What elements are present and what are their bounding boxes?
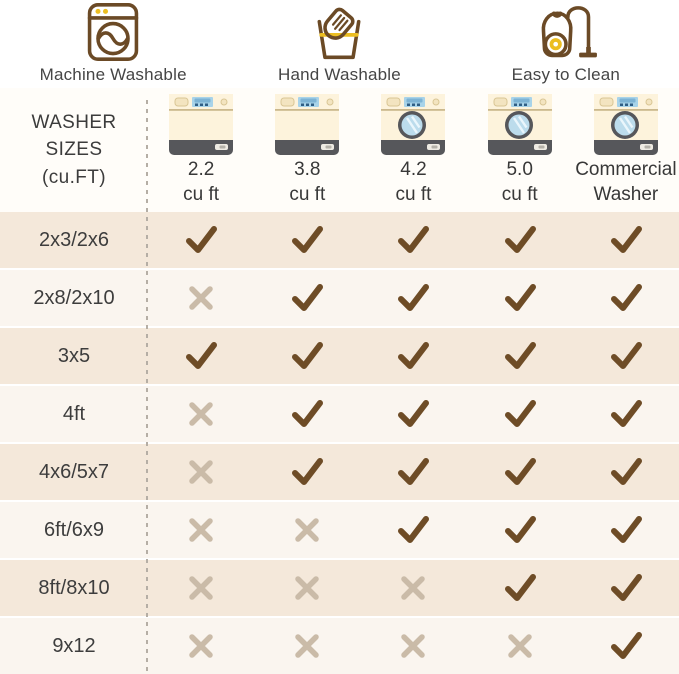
feature-easy-to-clean <box>453 2 679 85</box>
check-icon <box>501 513 539 547</box>
check-cell <box>467 212 573 268</box>
feature-hand-washable <box>226 2 452 85</box>
check-cell <box>360 502 466 558</box>
cross-cell <box>467 618 573 674</box>
check-cell <box>573 502 679 558</box>
comparison-table <box>0 88 679 674</box>
check-cell <box>254 386 360 442</box>
check-icon <box>501 455 539 489</box>
check-icon <box>607 513 645 547</box>
row-label: 6ft/6x9 <box>43 518 105 541</box>
check-icon <box>288 281 326 315</box>
check-cell <box>254 444 360 500</box>
column-header-3-8 <box>254 88 360 212</box>
table-row <box>0 560 679 616</box>
cross-cell <box>360 618 466 674</box>
table-row <box>0 386 679 442</box>
cross-cell <box>254 560 360 616</box>
check-cell <box>467 560 573 616</box>
check-icon <box>607 571 645 605</box>
check-cell <box>467 270 573 326</box>
check-icon <box>501 397 539 431</box>
check-icon <box>607 281 645 315</box>
cross-cell <box>254 618 360 674</box>
check-icon <box>501 339 539 373</box>
table-row <box>0 328 679 384</box>
feature-legend <box>0 0 679 88</box>
cross-cell <box>148 560 254 616</box>
check-icon <box>394 223 432 257</box>
check-cell <box>467 502 573 558</box>
cross-icon <box>185 514 217 546</box>
table-body <box>0 212 679 674</box>
check-cell <box>148 328 254 384</box>
corner-line: WASHER <box>31 111 117 133</box>
front-load-washer-icon <box>588 93 664 157</box>
cross-icon <box>291 572 323 604</box>
check-icon <box>607 339 645 373</box>
table-row <box>0 502 679 558</box>
cross-icon <box>185 456 217 488</box>
check-icon <box>394 339 432 373</box>
row-label: 2x3/2x6 <box>38 228 110 251</box>
check-icon <box>182 339 220 373</box>
table-row <box>0 270 679 326</box>
cross-cell <box>148 502 254 558</box>
top-load-washer-icon <box>163 93 239 157</box>
check-icon <box>288 223 326 257</box>
column-label: 2.2 cu ft <box>183 158 220 206</box>
column-label: Commercial Washer <box>575 158 677 206</box>
check-cell <box>360 386 466 442</box>
cross-icon <box>185 282 217 314</box>
column-headers <box>0 88 679 212</box>
feature-label: Easy to Clean <box>511 65 621 84</box>
check-cell <box>573 618 679 674</box>
check-icon <box>607 455 645 489</box>
check-icon <box>607 629 645 663</box>
check-icon <box>182 223 220 257</box>
column-label: 3.8 cu ft <box>289 158 326 206</box>
front-load-washer-icon <box>482 93 558 157</box>
check-cell <box>573 270 679 326</box>
row-label: 4ft <box>62 402 86 425</box>
check-icon <box>501 223 539 257</box>
feature-label: Machine Washable <box>39 65 187 84</box>
table-row <box>0 212 679 268</box>
cross-icon <box>185 630 217 662</box>
row-label: 4x6/5x7 <box>38 460 110 483</box>
cross-icon <box>397 630 429 662</box>
cross-icon <box>504 630 536 662</box>
check-icon <box>288 339 326 373</box>
cross-cell <box>360 560 466 616</box>
check-cell <box>467 444 573 500</box>
column-header-2-2 <box>148 88 254 212</box>
check-cell <box>360 328 466 384</box>
easy-to-clean-icon <box>534 2 598 62</box>
feature-machine-washable <box>0 2 226 85</box>
check-cell <box>148 212 254 268</box>
row-label: 2x8/2x10 <box>33 286 115 309</box>
check-cell <box>573 560 679 616</box>
check-cell <box>467 386 573 442</box>
corner-line: (cu.FT) <box>41 166 106 188</box>
check-icon <box>607 223 645 257</box>
row-label: 9x12 <box>52 634 96 657</box>
check-cell <box>360 444 466 500</box>
cross-cell <box>254 502 360 558</box>
check-cell <box>360 270 466 326</box>
check-icon <box>501 281 539 315</box>
column-header-4-2 <box>360 88 466 212</box>
machine-washable-icon <box>83 2 143 62</box>
row-label: 8ft/8x10 <box>38 576 110 599</box>
column-header-commercial <box>573 88 679 212</box>
cross-cell <box>148 270 254 326</box>
feature-label: Hand Washable <box>278 65 401 84</box>
table-row <box>0 618 679 674</box>
check-icon <box>394 397 432 431</box>
column-label: 5.0 cu ft <box>501 158 538 206</box>
check-cell <box>254 270 360 326</box>
check-icon <box>501 571 539 605</box>
cross-icon <box>291 514 323 546</box>
check-cell <box>360 212 466 268</box>
table-row <box>0 444 679 500</box>
front-load-washer-icon <box>375 93 451 157</box>
cross-icon <box>397 572 429 604</box>
check-icon <box>288 455 326 489</box>
check-icon <box>288 397 326 431</box>
check-cell <box>254 328 360 384</box>
cross-icon <box>185 398 217 430</box>
cross-icon <box>185 572 217 604</box>
check-icon <box>394 513 432 547</box>
corner-line: SIZES <box>45 139 103 161</box>
check-cell <box>573 444 679 500</box>
check-cell <box>573 328 679 384</box>
check-icon <box>607 397 645 431</box>
column-label: 4.2 cu ft <box>395 158 432 206</box>
check-cell <box>467 328 573 384</box>
check-cell <box>254 212 360 268</box>
cross-cell <box>148 618 254 674</box>
column-header-5-0 <box>467 88 573 212</box>
table-corner-title <box>0 88 148 212</box>
cross-cell <box>148 386 254 442</box>
check-cell <box>573 212 679 268</box>
cross-cell <box>148 444 254 500</box>
top-load-washer-icon <box>269 93 345 157</box>
hand-washable-icon <box>309 2 369 62</box>
cross-icon <box>291 630 323 662</box>
check-cell <box>573 386 679 442</box>
check-icon <box>394 455 432 489</box>
row-label: 3x5 <box>57 344 91 367</box>
dashed-column-divider <box>146 100 148 672</box>
check-icon <box>394 281 432 315</box>
